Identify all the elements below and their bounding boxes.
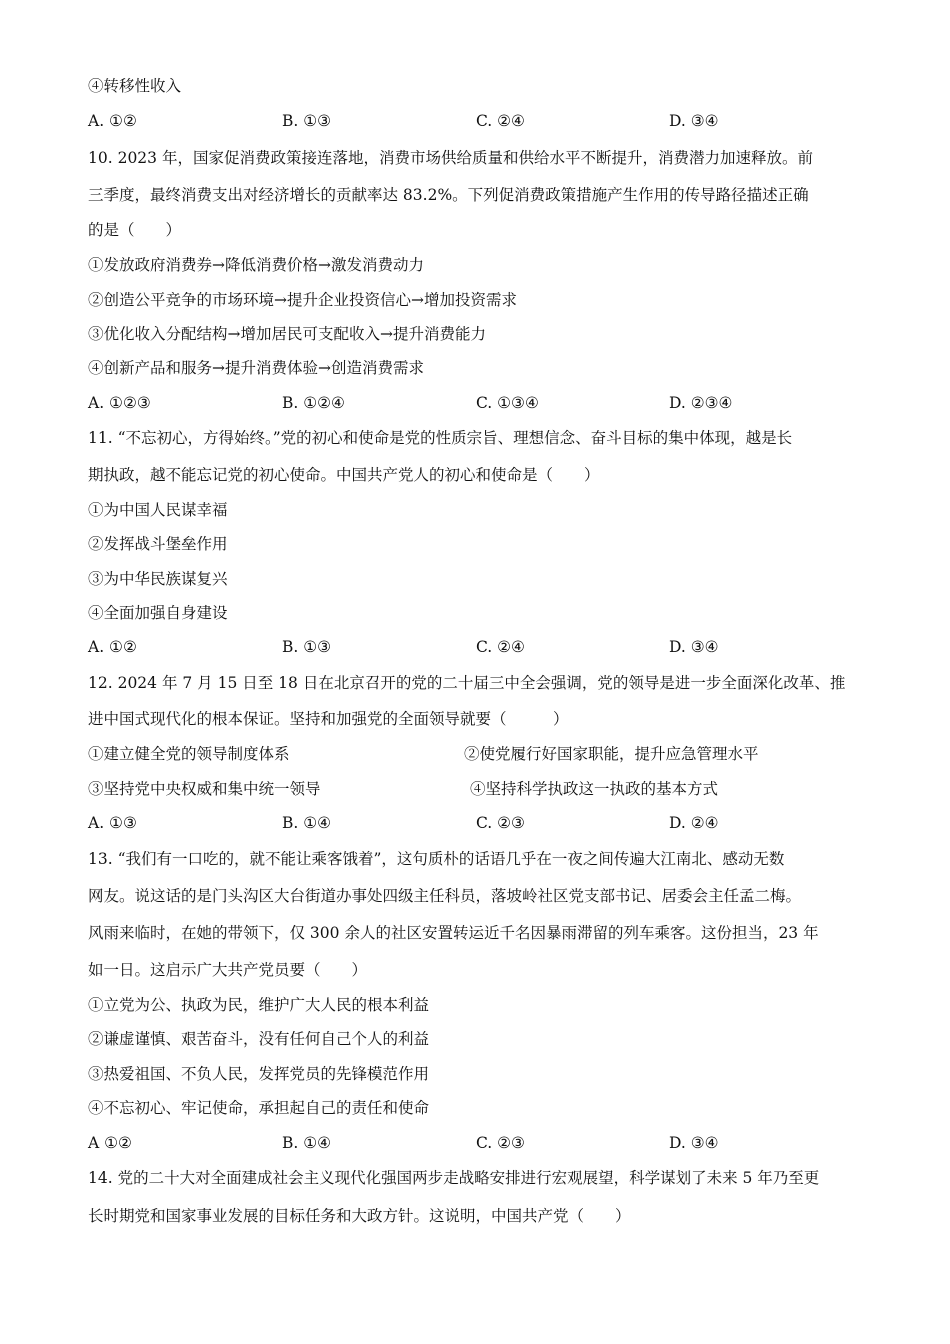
q10-option-c: C. ①③④	[476, 394, 539, 412]
q12-item-1: ①建立健全党的领导制度体系	[88, 745, 290, 763]
q10-item-1: ①发放政府消费券→降低消费价格→激发消费动力	[88, 256, 424, 274]
q10-stem-line-3: 的是（ ）	[88, 221, 182, 239]
q9-option-b: B. ①③	[282, 112, 332, 130]
q13-option-d: D. ③④	[669, 1134, 719, 1152]
q10-item-3: ③优化收入分配结构→增加居民可支配收入→提升消费能力	[88, 325, 486, 343]
q10-option-d: D. ②③④	[669, 394, 733, 412]
q13-stem-line-2: 网友。说这话的是门头沟区大台街道办事处四级主任科员，落坡岭社区党支部书记、居委会主任孟二梅。	[88, 887, 802, 905]
q9-option-c: C. ②④	[476, 112, 525, 130]
q10-stem-line-1: 10. 2023 年，国家促消费政策接连落地，消费市场供给质量和供给水平不断提升，消费潜力加速释放。前	[88, 149, 813, 167]
q11-item-3: ③为中华民族谋复兴	[88, 570, 228, 588]
q11-option-a: A. ①②	[88, 638, 137, 656]
q14-stem-line-2: 长时期党和国家事业发展的目标任务和大政方针。这说明，中国共产党（ ）	[88, 1207, 631, 1225]
q12-stem-line-2: 进中国式现代化的根本保证。坚持和加强党的全面领导就要（ ）	[88, 710, 569, 728]
q13-stem-line-1: 13. “我们有一口吃的，就不能让乘客饿着”，这句质朴的话语几乎在一夜之间传遍大江南北、感动无数	[88, 850, 785, 868]
q13-option-a: A ①②	[88, 1134, 132, 1152]
q9-option-d: D. ③④	[669, 112, 719, 130]
q10-item-4: ④创新产品和服务→提升消费体验→创造消费需求	[88, 359, 424, 377]
q13-item-3: ③热爱祖国、不负人民，发挥党员的先锋模范作用	[88, 1065, 430, 1083]
q13-stem-line-4: 如一日。这启示广大共产党员要（ ）	[88, 961, 368, 979]
q11-item-2: ②发挥战斗堡垒作用	[88, 535, 228, 553]
q12-option-a: A. ①③	[88, 814, 137, 832]
q13-option-c: C. ②③	[476, 1134, 525, 1152]
q10-item-2: ②创造公平竞争的市场环境→提升企业投资信心→增加投资需求	[88, 291, 517, 309]
q12-item-2: ②使党履行好国家职能，提升应急管理水平	[464, 745, 759, 763]
q10-option-a: A. ①②③	[88, 394, 151, 412]
q12-item-4: ④坚持科学执政这一执政的基本方式	[470, 780, 719, 798]
q10-stem-line-2: 三季度，最终消费支出对经济增长的贡献率达 83.2%。下列促消费政策措施产生作用的传导路径描述正确	[88, 186, 809, 204]
q12-option-b: B. ①④	[282, 814, 332, 832]
q14-stem-line-1: 14. 党的二十大对全面建成社会主义现代化强国两步走战略安排进行宏观展望，科学谋划了未来 5 年乃至更	[88, 1169, 820, 1187]
q11-item-1: ①为中国人民谋幸福	[88, 501, 228, 519]
q11-item-4: ④全面加强自身建设	[88, 604, 228, 622]
q12-option-d: D. ②④	[669, 814, 719, 832]
q11-stem-line-1: 11. “不忘初心，方得始终。”党的初心和使命是党的性质宗旨、理想信念、奋斗目标的集中体现，越是长	[88, 429, 793, 447]
q11-option-b: B. ①③	[282, 638, 332, 656]
q11-option-c: C. ②④	[476, 638, 525, 656]
q13-stem-line-3: 风雨来临时，在她的带领下，仅 300 余人的社区安置转运近千名因暴雨滞留的列车乘客。这份担当，23 年	[88, 924, 819, 942]
q13-item-1: ①立党为公、执政为民，维护广大人民的根本利益	[88, 996, 430, 1014]
q9-option-a: A. ①②	[88, 112, 137, 130]
q13-option-b: B. ①④	[282, 1134, 332, 1152]
q9-item-4: ④转移性收入	[88, 77, 182, 95]
q11-stem-line-2: 期执政，越不能忘记党的初心使命。中国共产党人的初心和使命是（ ）	[88, 466, 600, 484]
q12-item-3: ③坚持党中央权威和集中统一领导	[88, 780, 321, 798]
q10-option-b: B. ①②④	[282, 394, 345, 412]
q13-item-2: ②谦虚谨慎、艰苦奋斗，没有任何自己个人的利益	[88, 1030, 430, 1048]
q13-item-4: ④不忘初心、牢记使命，承担起自己的责任和使命	[88, 1099, 430, 1117]
q11-option-d: D. ③④	[669, 638, 719, 656]
q12-option-c: C. ②③	[476, 814, 525, 832]
q12-stem-line-1: 12. 2024 年 7 月 15 日至 18 日在北京召开的党的二十届三中全会强调，党的领导是进一步全面深化改革、推	[88, 674, 846, 692]
